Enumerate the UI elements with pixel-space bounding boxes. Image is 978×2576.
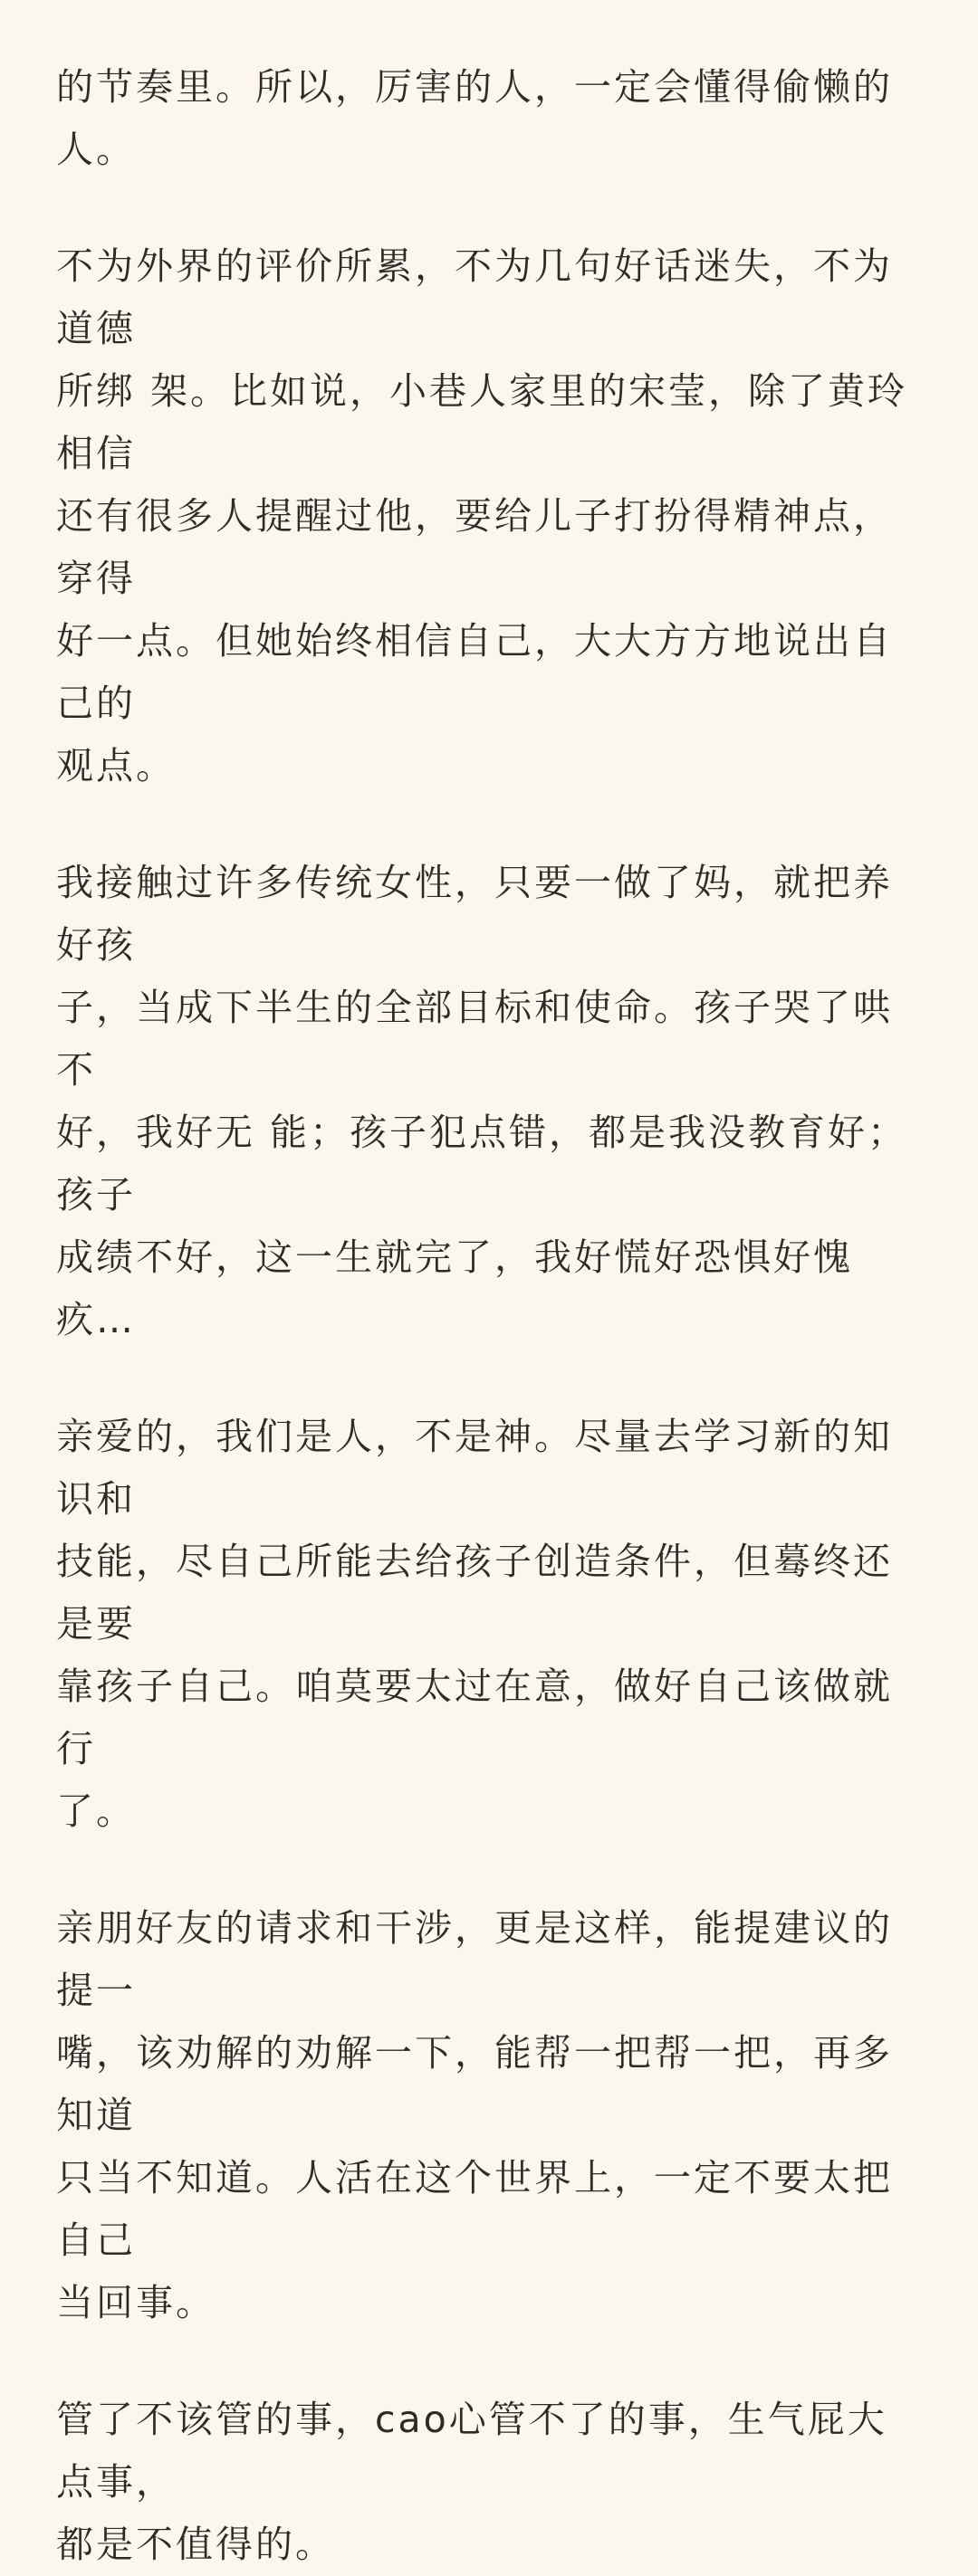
paragraph-4: 亲爱的，我们是人，不是神。尽量去学习新的知识和 技能，尽自己所能去给孩子创造条件，但蓦终还是要 靠孩子自己。咱莫要太过在意，做好自己该做就行 了。 [56,1415,893,1833]
paragraph-1: 的节奏里。所以，厉害的人，一定会懂得偷懒的人。 [56,65,893,171]
paragraph-3: 我接触过许多传统女性，只要一做了妈，就把养好孩 子，当成下半生的全部目标和使命。孩子哭了哄不 好，我好无 能；孩子犯点错，都是我没教育好；孩子 成绩不好，这一生就完了，我好慌好恐惧好愧疚… [56,861,908,1341]
paragraph-6: 管了不该管的事，cao心管不了的事，生气屁大点事， 都是不值得的。 [56,2398,887,2566]
paragraph-5: 亲朋好友的请求和干涉，更是这样，能提建议的提一 嘴，该劝解的劝解一下，能帮一把帮一把，再多知道 只当不知道。人活在这个世界上，一定不要太把自己 当回事。 [56,1906,893,2324]
paragraph-2: 不为外界的评价所累，不为几句好话迷失，不为道德 所绑 架。比如说，小巷人家里的宋莹，除了黄玲相信 还有很多人提醒过他，要给儿子打扮得精神点，穿得 好一点。但她始终相信自己，大大方方地说出自己的 观点。 [56,244,908,787]
